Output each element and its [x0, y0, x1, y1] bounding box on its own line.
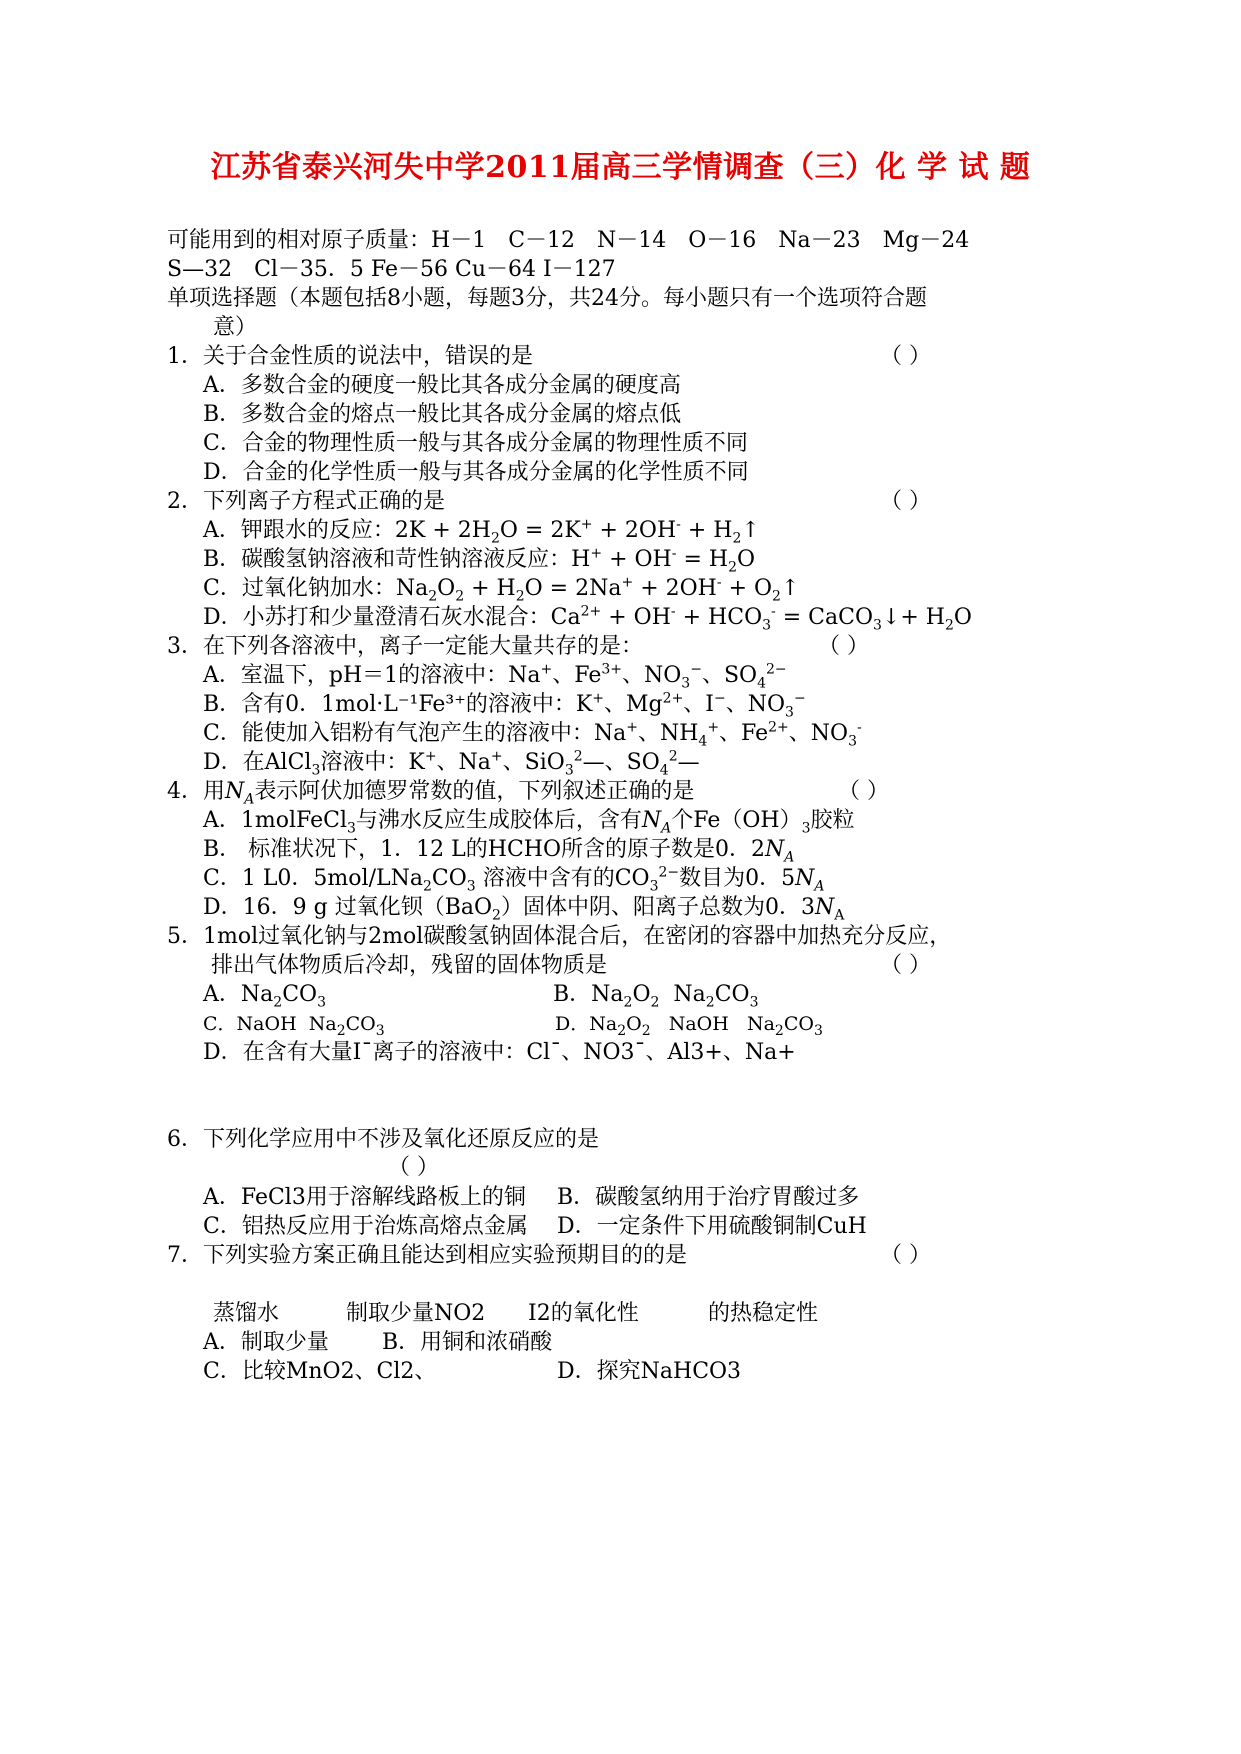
q7-caption-2: 制取少量NO2 — [346, 1301, 486, 1326]
page-title: 江苏省泰兴河失中学2011届高三学情调查（三）化 学 试 题 — [210, 150, 1031, 185]
q7-option-b: B．用铜和浓硝酸 — [382, 1330, 553, 1355]
q7-option-d: D．探究NaHCO3 — [557, 1359, 742, 1384]
q2-stem: 2．下列离子方程式正确的是 — [167, 489, 445, 514]
q3-answer-blank: （ ） — [818, 634, 869, 659]
q7-option-c: C．比较MnO2、Cl2、 — [203, 1359, 437, 1384]
q2-option-d: D．小苏打和少量澄清石灰水混合：$Ca^{2+} + OH^- + HCO_3^-$ = CaCO$_3$↓+ $H_2O$ — [203, 603, 972, 634]
q2-option-a: A．钾跟水的反应：$2K + 2H_2O = 2K^+ + 2OH^-$ + $H_2↑$ — [203, 516, 760, 547]
q6-option-a: A．FeCl3用于溶解线路板上的铜 — [203, 1185, 526, 1210]
q1-option-c: C．合金的物理性质一般与其各成分金属的物理性质不同 — [203, 431, 748, 456]
section-heading-cont: 意） — [213, 315, 258, 340]
q1-answer-blank: （ ） — [880, 344, 931, 369]
q1-stem: 1．关于合金性质的说法中，错误的是 — [167, 344, 533, 369]
q3-stem: 3．在下列各溶液中，离子一定能大量共存的是： — [167, 634, 643, 659]
q3-option-d: D．在AlCl$_3$溶液中：K+、Na+、SiO$_3^2$—、$SO_4^2—$ — [203, 748, 700, 779]
q1-option-d: D．合金的化学性质一般与其各成分金属的化学性质不同 — [203, 460, 749, 485]
q6-option-d: D．一定条件下用硫酸铜制CuH — [557, 1214, 867, 1239]
q2-answer-blank: （ ） — [880, 489, 931, 514]
q5-extra-line: D．在含有大量I¯离子的溶液中：Cl¯、NO3¯、Al3+、Na+ — [203, 1040, 796, 1065]
q5-option-a: A．$Na_2CO_3$ — [203, 982, 326, 1011]
q7-caption-4: 的热稳定性 — [708, 1301, 819, 1326]
q7-answer-blank: （ ） — [880, 1243, 931, 1268]
q1-option-b: B．多数合金的熔点一般比其各成分金属的熔点低 — [203, 402, 682, 427]
q6-answer-blank: （ ） — [388, 1155, 439, 1180]
q4-answer-blank: （ ） — [838, 779, 889, 804]
q7-stem: 7．下列实验方案正确且能达到相应实验预期目的的是 — [167, 1243, 687, 1268]
q4-option-b: B． 标准状况下，1．12 L的HCHO所含的原子数是0．$2N_A$ — [203, 837, 795, 866]
q1-option-a: A．多数合金的硬度一般比其各成分金属的硬度高 — [203, 373, 681, 398]
section-heading: 单项选择题（本题包括8小题，每题3分，共24分。每小题只有一个选项符合题 — [167, 286, 927, 311]
q7-caption-1: 蒸馏水 — [213, 1301, 280, 1326]
q5-stem: 5．1mol过氧化钠与2mol碳酸氢钠固体混合后，在密闭的容器中加热充分反应， — [167, 924, 952, 949]
q2-option-c: C．过氧化钠加水：$Na_2O_2 + H_2O = 2Na^+ + 2OH^-$ + $O_2↑$ — [203, 574, 800, 605]
q3-option-b: B．含有0．1mol·L⁻¹Fe³⁺的溶液中：K+、$Mg^{2+}$、I−、$NO_3^-$ — [203, 690, 806, 721]
q6-stem: 6．下列化学应用中不涉及氧化还原反应的是 — [167, 1127, 599, 1152]
q7-option-a: A．制取少量 — [203, 1330, 329, 1355]
q6-option-c: C．铝热反应用于治炼高熔点金属 — [203, 1214, 528, 1239]
q3-option-c: C．能使加入铝粉有气泡产生的溶液中：Na+、$NH_4^+$、$Fe^{2+}$、$NO_3^-$ — [203, 719, 862, 750]
q3-option-a: A．室温下，pH＝1的溶液中：Na+、$Fe^{3+}$、$NO_3^-$、$SO_4^{2-}$ — [203, 661, 787, 692]
q5-option-b: B．$Na_2O_2$ $Na_2CO_3$ — [553, 982, 759, 1011]
q4-option-c: C．1 L0．$5mol/LNa_2CO_3$ 溶液中含有的$CO_3^{2-}$数目为0．$5N_A$ — [203, 864, 825, 895]
q4-option-d: D．16．9 g 过氧化钡（BaO$_2$）固体中阴、阳离子总数为0．$3N_A$ — [203, 895, 845, 924]
q6-option-b: B．碳酸氢纳用于治疗胃酸过多 — [557, 1185, 860, 1210]
q4-stem: 4．用$N_A$表示阿伏加德罗常数的值，下列叙述正确的是 — [167, 779, 695, 808]
q5-stem-cont: 排出气体物质后冷却，残留的固体物质是 — [211, 953, 608, 978]
q5-option-c: C．NaOH $Na_2CO_3$ — [203, 1013, 385, 1039]
atomic-mass-line-1: 可能用到的相对原子质量：H－1 C－12 N－14 O－16 Na－23 Mg－24 — [167, 228, 970, 253]
q2-option-b: B．碳酸氢钠溶液和苛性钠溶液反应：$H^+ + OH^- = H_2O$ — [203, 545, 756, 576]
q5-option-d: D．$Na_2O_2$ NaOH $Na_2CO_3$ — [555, 1013, 823, 1039]
q4-option-a: A．1molFeCl$_3$与沸水反应生成胶体后，含有$N_A$个$Fe(OH)_3$胶粒 — [203, 808, 855, 837]
q7-caption-3: I2的氧化性 — [528, 1301, 639, 1326]
q5-answer-blank: （ ） — [880, 953, 931, 978]
atomic-mass-line-2: S—32 Cl－35．5 Fe－56 Cu－64 I－127 — [167, 257, 616, 282]
